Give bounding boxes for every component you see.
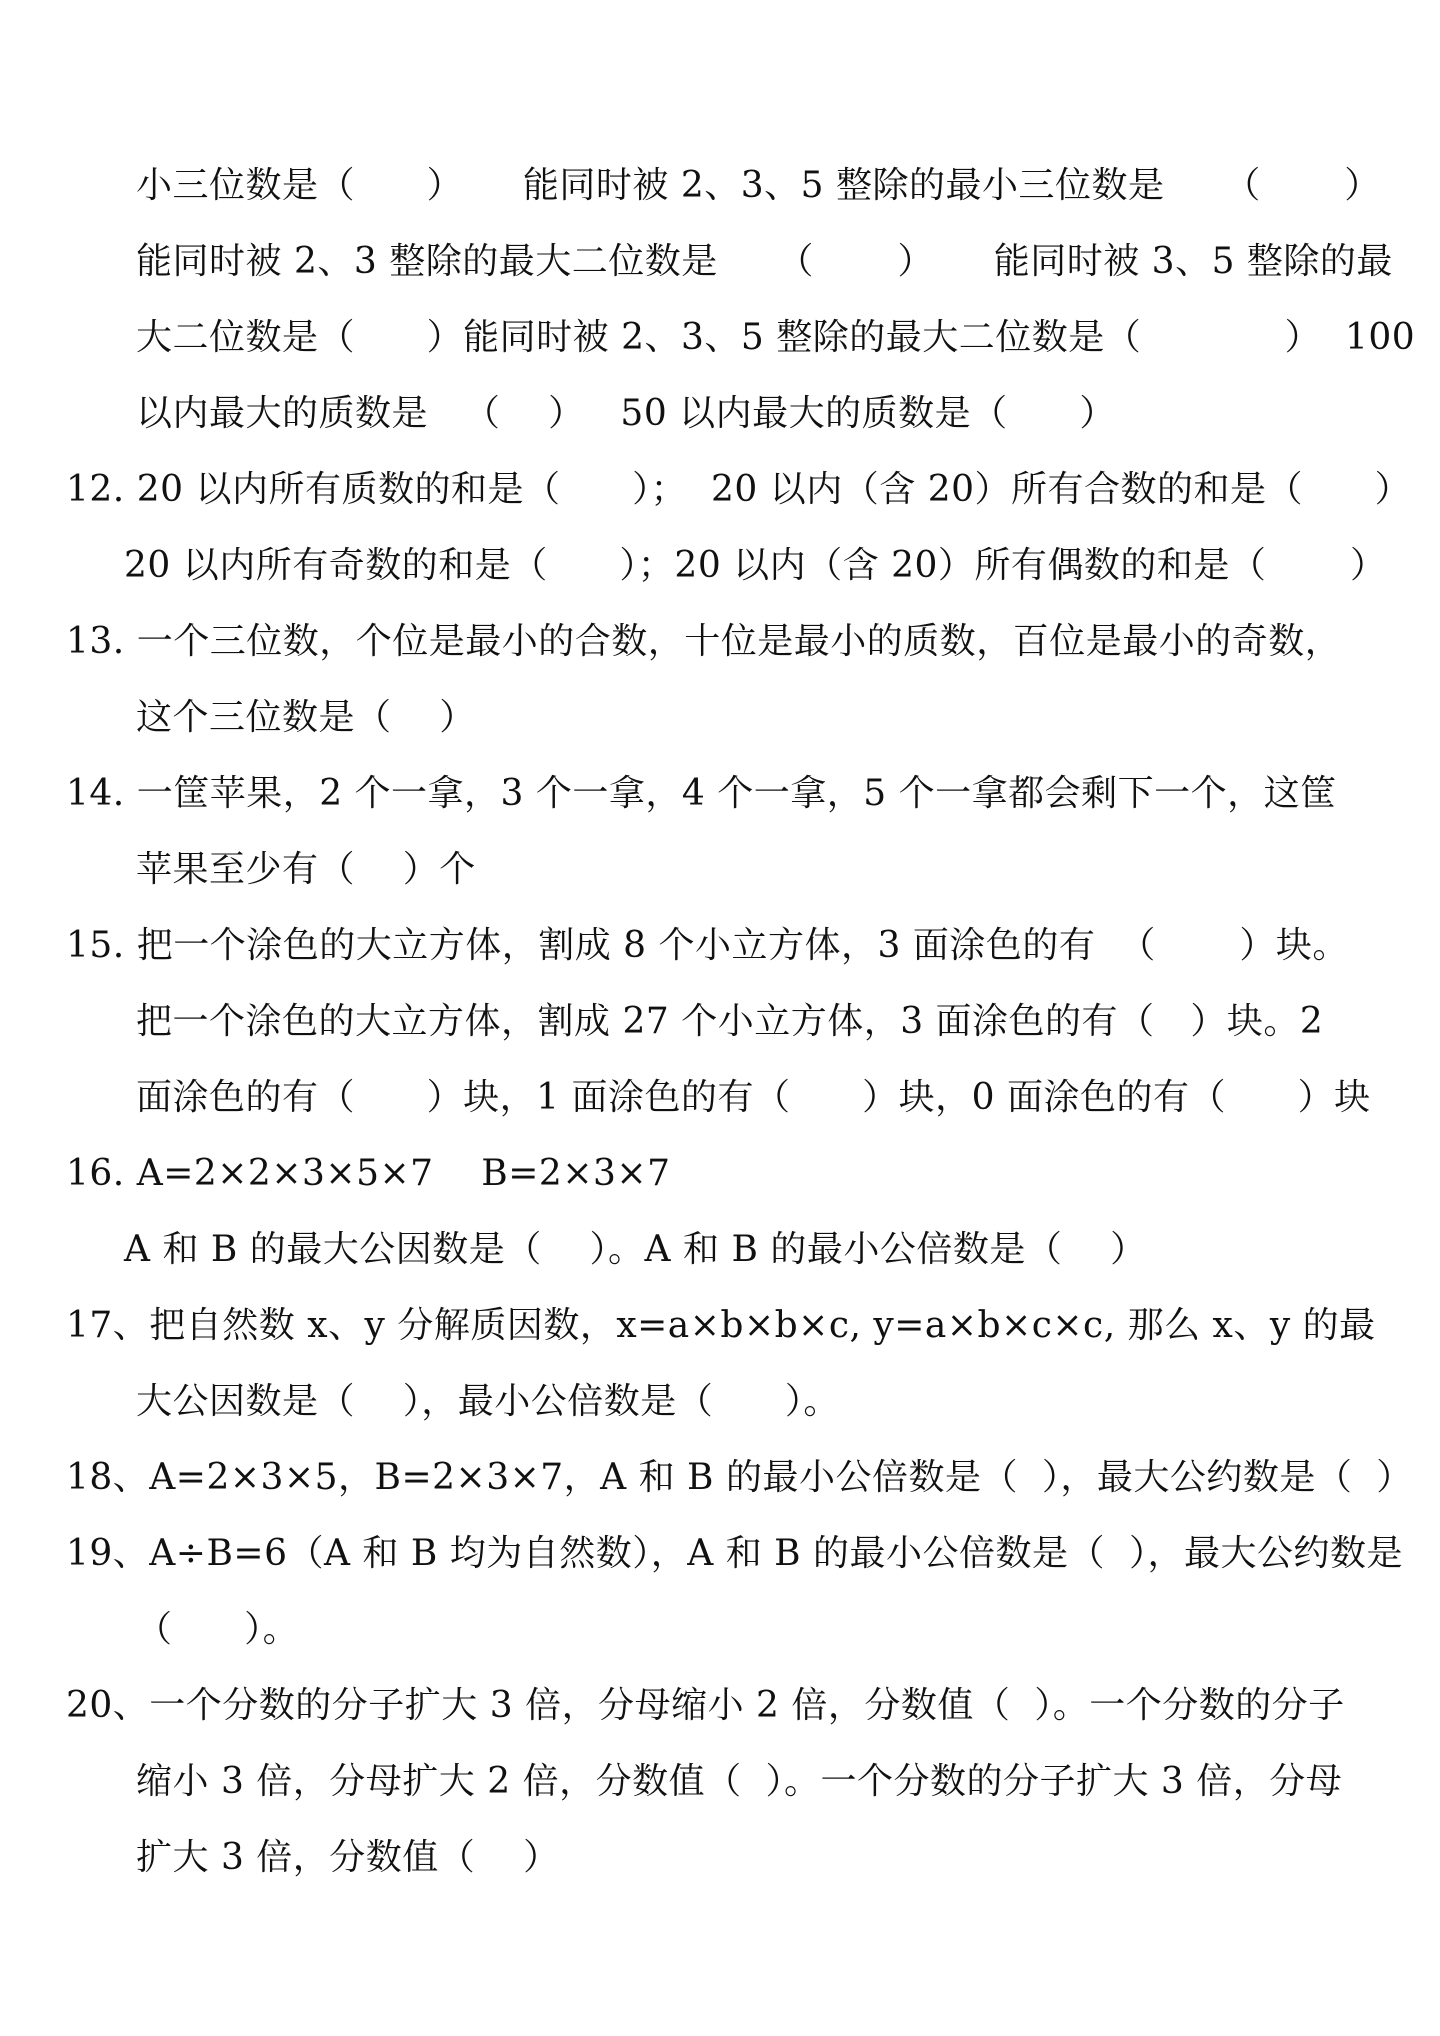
text-line-3: 大二位数是（ ）能同时被 2、3、5 整除的最大二位数是（ ） 100 bbox=[136, 317, 1416, 358]
question-20-line-2: 缩小 3 倍，分母扩大 2 倍，分数值（ ）。一个分数的分子扩大 3 倍，分母 bbox=[136, 1761, 1343, 1802]
question-16-line-2: A 和 B 的最大公因数是（ ）。A 和 B 的最小公倍数是（ ） bbox=[124, 1229, 1147, 1270]
text-line-4: 以内最大的质数是 （ ） 50 以内最大的质数是（ ） bbox=[136, 393, 1116, 434]
text-line-2: 能同时被 2、3 整除的最大二位数是 （ ） 能同时被 3、5 整除的最 bbox=[136, 241, 1393, 282]
text-line-1: 小三位数是（ ） 能同时被 2、3、5 整除的最小三位数是 （ ） bbox=[136, 165, 1381, 206]
question-15-line-2: 把一个涂色的大立方体，割成 27 个小立方体，3 面涂色的有（ ）块。2 bbox=[136, 1001, 1324, 1042]
question-14-line-2: 苹果至少有（ ）个 bbox=[136, 849, 476, 890]
question-20-line-1: 20、一个分数的分子扩大 3 倍，分母缩小 2 倍，分数值（ ）。一个分数的分子 bbox=[66, 1685, 1345, 1726]
question-19-line-2: （ ）。 bbox=[136, 1609, 300, 1650]
question-13-line-1: 13. 一个三位数，个位是最小的合数，十位是最小的质数，百位是最小的奇数， bbox=[66, 621, 1342, 662]
question-18-line-1: 18、A=2×3×5，B=2×3×7，A 和 B 的最小公倍数是（ ），最大公约数是（ ） bbox=[66, 1457, 1413, 1498]
question-14-line-1: 14. 一筐苹果，2 个一拿，3 个一拿，4 个一拿，5 个一拿都会剩下一个，这筐 bbox=[66, 773, 1337, 814]
question-15-line-1: 15. 把一个涂色的大立方体，割成 8 个小立方体，3 面涂色的有 （ ）块。 bbox=[66, 925, 1349, 966]
question-20-line-3: 扩大 3 倍，分数值（ ） bbox=[136, 1837, 560, 1878]
question-19-line-1: 19、A÷B=6（A 和 B 均为自然数），A 和 B 的最小公倍数是（ ），最大公约数是 bbox=[66, 1533, 1403, 1574]
question-12-line-2: 20 以内所有奇数的和是（ ）；20 以内（含 20）所有偶数的和是（ ） bbox=[124, 545, 1387, 586]
question-16-line-1: 16. A=2×2×3×5×7 B=2×3×7 bbox=[66, 1153, 671, 1194]
question-17-line-1: 17、把自然数 x、y 分解质因数，x=a×b×b×c, y=a×b×c×c, 那么 x、y 的最 bbox=[66, 1305, 1376, 1346]
question-15-line-3: 面涂色的有（ ）块，1 面涂色的有（ ）块，0 面涂色的有（ ）块 bbox=[136, 1077, 1371, 1118]
question-12-line-1: 12. 20 以内所有质数的和是（ ）； 20 以内（含 20）所有合数的和是（ ） bbox=[66, 469, 1412, 510]
question-13-line-2: 这个三位数是（ ） bbox=[136, 697, 476, 738]
question-17-line-2: 大公因数是（ ），最小公倍数是（ ）。 bbox=[136, 1381, 840, 1422]
